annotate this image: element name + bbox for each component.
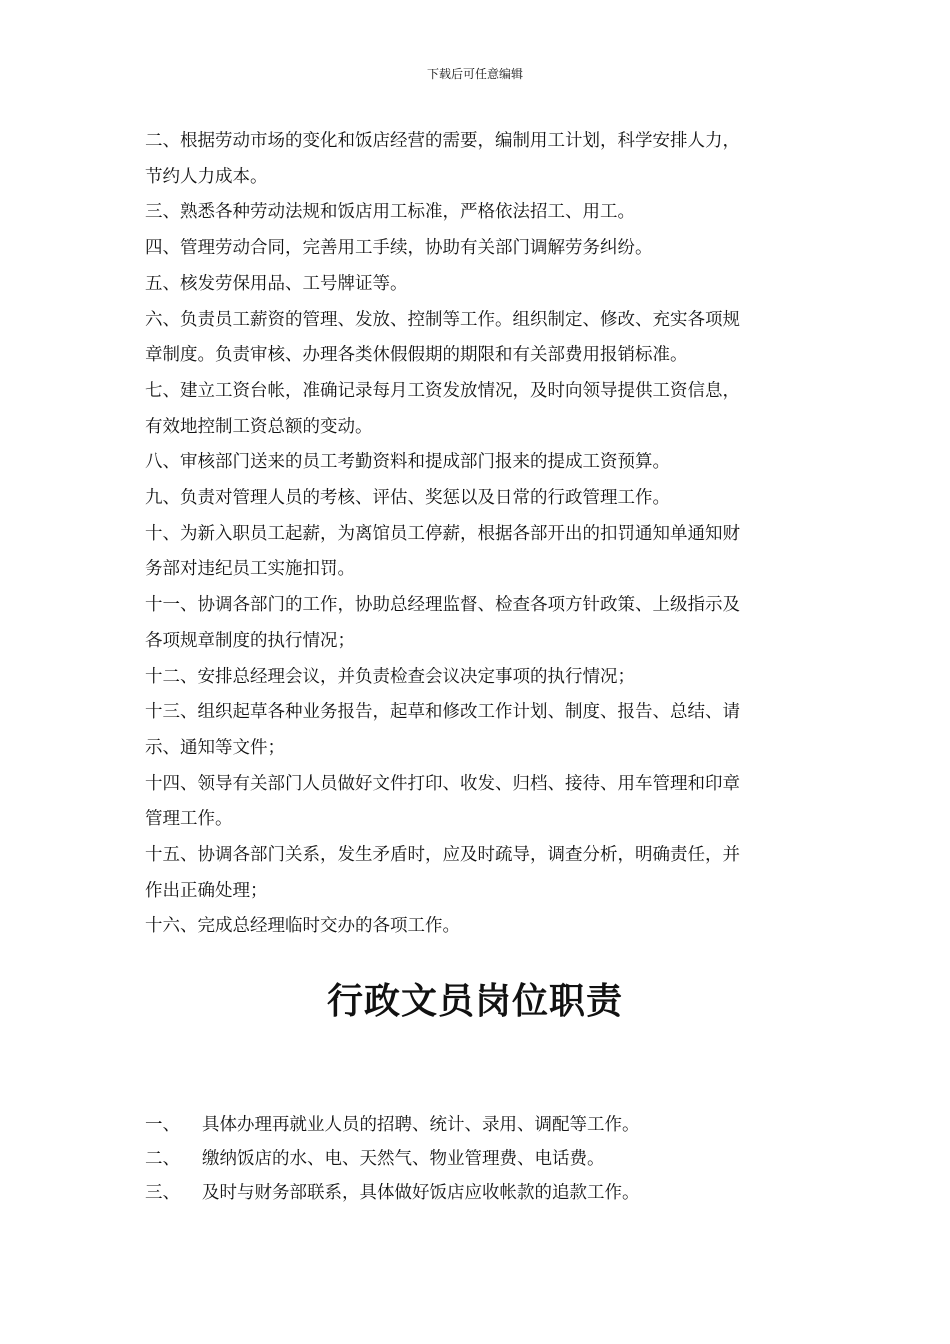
duty-line: 章制度。负责审核、办理各类休假假期的期限和有关部费用报销标准。 [145, 345, 688, 366]
section-title: 行政文员岗位职责 [326, 980, 623, 1022]
duty-line: 务部对违纪员工实施扣罚。 [145, 559, 355, 580]
duty-line: 七、建立工资台帐，准确记录每月工资发放情况，及时向领导提供工资信息， [145, 380, 740, 401]
list-item [145, 1142, 815, 1176]
item-number: 二、 [145, 1149, 180, 1169]
duty-line: 八、审核部门送来的员工考勤资料和提成部门报来的提成工资预算。 [145, 452, 670, 473]
item-number: 三、 [145, 1183, 180, 1203]
duty-line: 四、管理劳动合同，完善用工手续，协助有关部门调解劳务纠纷。 [145, 238, 653, 259]
duty-line: 作出正确处理； [145, 880, 268, 901]
duty-line: 有效地控制工资总额的变动。 [145, 416, 373, 437]
duty-line: 十一、协调各部门的工作，协助总经理监督、检查各项方针政策、上级指示及 [145, 595, 740, 616]
admin-clerk-duties-list [145, 1108, 815, 1210]
duty-line: 二、根据劳动市场的变化和饭店经营的需要，编制用工计划，科学安排人力， [145, 131, 740, 151]
duty-line: 十二、安排总经理会议，并负责检查会议决定事项的执行情况； [145, 666, 635, 687]
item-text: 具体办理再就业人员的招聘、统计、录用、调配等工作。 [202, 1115, 640, 1135]
duty-line: 各项规章制度的执行情况； [145, 630, 355, 651]
list-item [145, 1108, 815, 1142]
page-header: 下载后可任意编辑 [426, 67, 523, 81]
duty-line: 十四、领导有关部门人员做好文件打印、收发、归档、接待、用车管理和印章 [145, 773, 740, 794]
duty-line: 管理工作。 [145, 809, 233, 830]
duty-line: 节约人力成本。 [145, 166, 268, 187]
duty-line: 十六、完成总经理临时交办的各项工作。 [145, 916, 460, 937]
item-number: 一、 [145, 1115, 180, 1135]
duty-line: 五、核发劳保用品、工号牌证等。 [145, 273, 408, 294]
duty-line: 示、通知等文件； [145, 737, 285, 758]
item-text: 缴纳饭店的水、电、天然气、物业管理费、电话费。 [202, 1149, 605, 1169]
duty-line: 六、负责员工薪资的管理、发放、控制等工作。组织制定、修改、充实各项规 [145, 309, 740, 330]
duty-line: 九、负责对管理人员的考核、评估、奖惩以及日常的行政管理工作。 [145, 488, 670, 509]
item-text: 及时与财务部联系，具体做好饭店应收帐款的追款工作。 [202, 1183, 640, 1203]
duty-line: 十五、协调各部门关系，发生矛盾时，应及时疏导，调查分析，明确责任，并 [145, 845, 740, 866]
duty-line: 十三、组织起草各种业务报告，起草和修改工作计划、制度、报告、总结、请 [145, 702, 740, 723]
list-item [145, 1176, 815, 1210]
duties-list-continued [145, 124, 815, 945]
duty-line: 三、熟悉各种劳动法规和饭店用工标准，严格依法招工、用工。 [145, 202, 635, 223]
duty-line: 十、为新入职员工起薪，为离馆员工停薪，根据各部开出的扣罚通知单通知财 [145, 523, 740, 544]
